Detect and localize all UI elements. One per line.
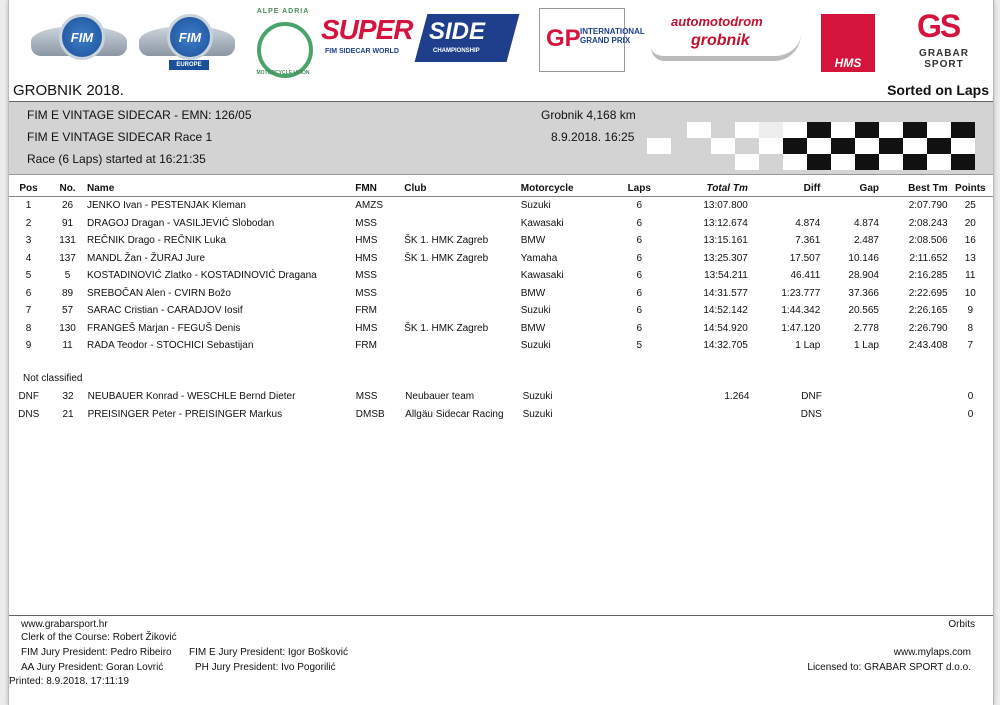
cell-laps: 6 (636, 305, 643, 317)
cell-fmn: HMS (355, 322, 378, 334)
cell-club (404, 215, 521, 233)
col-motorcycle: Motorcycle (521, 180, 609, 197)
orbits-label: Orbits (948, 619, 975, 630)
cell-name: RADA Teodor - STOCHICI Sebastijan (87, 340, 254, 352)
cell-motorcycle: Kawasaki (520, 217, 564, 229)
cell-club: ŠK 1. HMK Zagreb (404, 252, 489, 264)
cell-best-time: 2:26.165 (908, 305, 948, 317)
results-sheet (8, 0, 994, 705)
cell-best-time: 2:22.695 (908, 287, 948, 299)
cell-laps (611, 406, 671, 424)
cell-pos: 8 (25, 322, 32, 334)
cell-pos: 5 (25, 270, 32, 282)
cell-gap (822, 388, 880, 406)
cell-name: FRANGEŠ Marjan - FEGUŠ Denis (87, 322, 241, 334)
cell-gap (822, 406, 880, 424)
cell-number: 5 (64, 270, 71, 282)
cell-fmn: MSS (355, 217, 377, 229)
table-row (9, 197, 993, 215)
cell-number: 57 (61, 305, 74, 317)
col-best-time: Best Tm (879, 180, 948, 197)
not-classified-row (9, 388, 993, 406)
cell-best-time: 2:08.243 (908, 217, 948, 229)
col-no: No. (48, 180, 87, 197)
cell-club (404, 285, 521, 303)
col-name: Name (87, 180, 355, 197)
cell-total-time: 13:25.307 (703, 252, 748, 264)
cell-total-time: 13:07.800 (703, 200, 748, 212)
cell-pos: DNS (18, 408, 40, 420)
cell-name: KOSTADINOVIĆ Zlatko - KOSTADINOVIĆ Dragana (87, 270, 317, 282)
col-points: Points (948, 180, 993, 197)
cell-points: 8 (967, 322, 974, 334)
cell-laps: 6 (636, 287, 643, 299)
col-total-time: Total Tm (669, 180, 747, 197)
cell-diff: DNF (801, 391, 822, 403)
cell-laps (611, 388, 671, 406)
cell-motorcycle: Suzuki (522, 408, 553, 420)
cell-laps: 6 (636, 235, 643, 247)
cell-diff: 1 Lap (795, 340, 821, 352)
fime-jury-president: FIM E Jury President: Igor Bošković (189, 647, 348, 658)
cell-diff: 1:47.120 (781, 322, 821, 334)
sort-label: Sorted on Laps (887, 82, 989, 98)
cell-motorcycle: Suzuki (520, 305, 551, 317)
cell-club (404, 267, 521, 285)
cell-pos: 7 (25, 305, 32, 317)
cell-pos: 1 (25, 200, 32, 212)
cell-total-time: 13:15.161 (703, 235, 748, 247)
cell-gap: 37.366 (848, 287, 879, 299)
ph-jury-president: PH Jury President: Ivo Pogorilić (195, 662, 336, 673)
cell-points: 10 (964, 287, 976, 299)
cell-motorcycle: Suzuki (522, 391, 553, 403)
cell-pos: DNF (18, 391, 39, 403)
cell-total-time: 14:52.142 (703, 305, 748, 317)
cell-club: ŠK 1. HMK Zagreb (404, 235, 489, 247)
cell-club (404, 302, 521, 320)
table-row (9, 250, 993, 268)
cell-best-time: 2:26.790 (908, 322, 948, 334)
footer-divider (9, 615, 993, 616)
cell-total-time: 13:12.674 (703, 217, 748, 229)
cell-fmn: MSS (355, 270, 377, 282)
cell-gap: 20.565 (848, 305, 879, 317)
page-title: GROBNIK 2018. (13, 82, 124, 99)
cell-points: 0 (967, 408, 974, 420)
cell-motorcycle: Kawasaki (520, 270, 564, 282)
cell-number: 131 (59, 235, 76, 247)
website-link[interactable]: www.grabarsport.hr (21, 619, 108, 630)
hms-logo: HMS (821, 14, 875, 72)
cell-number: 11 (62, 340, 73, 352)
race-name: FIM E VINTAGE SIDECAR Race 1 (27, 130, 213, 144)
results-table (9, 180, 993, 355)
cell-total-time (671, 406, 749, 424)
cell-laps: 6 (636, 200, 643, 212)
cell-total-time: 1.264 (724, 391, 750, 403)
cell-club: ŠK 1. HMK Zagreb (404, 322, 489, 334)
cell-diff: 1:23.777 (781, 287, 821, 299)
superside-logo: SUPER SIDE FIM SIDECAR WORLD CHAMPIONSHIP (321, 8, 517, 68)
cell-fmn: MSS (355, 391, 378, 403)
cell-diff: DNS (800, 408, 822, 420)
grabar-sport-logo: GS GRABAR SPORT (917, 8, 969, 70)
cell-pos: 2 (25, 217, 32, 229)
cell-motorcycle: BMW (520, 322, 546, 334)
cell-number: 32 (62, 391, 74, 403)
cell-name: JENKO Ivan - PESTENJAK Kleman (87, 200, 246, 212)
cell-diff: 4.874 (795, 217, 821, 229)
cell-best-time: 2:43.408 (908, 340, 948, 352)
cell-number: 89 (61, 287, 74, 299)
not-classified-table (9, 388, 993, 423)
cell-motorcycle: Suzuki (520, 340, 551, 352)
cell-name: PREISINGER Peter - PREISINGER Markus (87, 408, 283, 420)
cell-name: NEUBAUER Konrad - WESCHLE Bernd Dieter (87, 391, 296, 403)
cell-fmn: MSS (355, 287, 377, 299)
cell-club (404, 197, 521, 215)
table-row (9, 337, 993, 355)
cell-laps: 6 (636, 322, 643, 334)
cell-fmn: FRM (355, 305, 377, 317)
cell-gap: 4.874 (853, 217, 879, 229)
cell-diff: 46.411 (790, 270, 821, 282)
cell-club: Allgäu Sidecar Racing (405, 408, 504, 420)
cell-points: 25 (964, 200, 976, 212)
fim-logo: FIM (29, 8, 129, 76)
cell-fmn: FRM (355, 340, 377, 352)
cell-points: 20 (964, 217, 976, 229)
cell-fmn: DMSB (355, 408, 385, 420)
cell-points: 13 (964, 252, 976, 264)
sponsor-logo-strip (9, 0, 993, 80)
col-diff: Diff (748, 180, 820, 197)
cell-fmn: HMS (355, 235, 378, 247)
cell-gap: 10.146 (848, 252, 879, 264)
cell-diff: 7.361 (795, 235, 821, 247)
cell-total-time: 14:54.920 (703, 322, 748, 334)
cell-name: MANDL Žan - ŽURAJ Jure (87, 252, 205, 264)
cell-number: 130 (59, 322, 76, 334)
table-row (9, 267, 993, 285)
race-info-box (9, 102, 993, 175)
cell-laps: 5 (636, 340, 643, 352)
cell-motorcycle: Yamaha (520, 252, 558, 264)
cell-gap: 1 Lap (853, 340, 879, 352)
cell-motorcycle: BMW (520, 235, 546, 247)
automotodrom-grobnik-logo: automotodrom grobnik (651, 8, 811, 70)
cell-gap: 2.778 (853, 322, 879, 334)
col-gap: Gap (820, 180, 879, 197)
cell-name: REČNIK Drago - REČNIK Luka (87, 235, 226, 247)
table-row (9, 302, 993, 320)
cell-motorcycle: BMW (520, 287, 546, 299)
printed-timestamp: Printed: 8.9.2018. 17:11:19 (9, 676, 129, 687)
cell-gap: 2.487 (853, 235, 879, 247)
cell-gap (820, 197, 879, 215)
cell-name: DRAGOJ Dragan - VASILJEVIĆ Slobodan (87, 217, 275, 229)
col-pos: Pos (9, 180, 48, 197)
cell-pos: 6 (25, 287, 32, 299)
table-row (9, 232, 993, 250)
clerk-of-course: Clerk of the Course: Robert Žiković (21, 632, 177, 643)
aa-jury-president: AA Jury President: Goran Lovrić (21, 662, 164, 673)
mylaps-link[interactable]: www.mylaps.com (893, 647, 971, 658)
cell-pos: 3 (25, 235, 32, 247)
col-fmn: FMN (355, 180, 404, 197)
cell-club: Neubauer team (405, 391, 475, 403)
event-name: FIM E VINTAGE SIDECAR - EMN: 126/05 (27, 108, 252, 122)
cell-pos: 9 (25, 340, 32, 352)
cell-total-time: 14:32.705 (703, 340, 748, 352)
cell-best-time: 2:11.652 (909, 252, 948, 264)
cell-number: 137 (59, 252, 76, 264)
fim-europe-logo: FIM EUROPE (137, 8, 237, 76)
cell-motorcycle: Suzuki (520, 200, 551, 212)
track-info: Grobnik 4,168 km (541, 108, 636, 122)
cell-points: 16 (964, 235, 976, 247)
cell-points: 7 (967, 340, 974, 352)
results-header-row (9, 180, 993, 197)
cell-total-time: 14:31.577 (703, 287, 748, 299)
table-row (9, 285, 993, 303)
cell-total-time: 13:54.211 (704, 270, 748, 282)
cell-club (404, 337, 521, 355)
cell-best-time: 2:16.285 (908, 270, 948, 282)
cell-laps: 6 (636, 252, 643, 264)
cell-laps: 6 (636, 270, 643, 282)
cell-fmn: HMS (355, 252, 378, 264)
cell-points: 9 (967, 305, 974, 317)
alpe-adria-logo: ALPE ADRIA MOTORCYCLE UNION (247, 8, 319, 80)
not-classified-row (9, 406, 993, 424)
race-datetime: 8.9.2018. 16:25 (551, 130, 635, 144)
table-row (9, 215, 993, 233)
cell-best-time: 2:08.506 (908, 235, 948, 247)
cell-name: SREBOČAN Alen - CVIRN Božo (87, 287, 231, 299)
cell-gap: 28.904 (848, 270, 879, 282)
cell-best-time (880, 406, 948, 424)
cell-points: 11 (965, 270, 976, 282)
cell-name: SARAC Cristian - CARADJOV Iosif (87, 305, 243, 317)
not-classified-label: Not classified (23, 373, 83, 384)
race-start: Race (6 Laps) started at 16:21:35 (27, 152, 206, 166)
cell-laps: 6 (636, 217, 643, 229)
col-laps: Laps (609, 180, 669, 197)
cell-best-time (880, 388, 948, 406)
table-row (9, 320, 993, 338)
grand-prix-logo: GP INTERNATIONAL GRAND PRIX (539, 8, 625, 72)
cell-best-time: 2:07.790 (908, 200, 948, 212)
col-club: Club (404, 180, 521, 197)
cell-number: 21 (62, 408, 74, 420)
cell-number: 91 (61, 217, 74, 229)
cell-diff: 1:44.342 (781, 305, 821, 317)
license-info: Licensed to: GRABAR SPORT d.o.o. (807, 662, 971, 673)
cell-diff: 17.507 (789, 252, 821, 264)
cell-number: 26 (61, 200, 74, 212)
cell-pos: 4 (25, 252, 32, 264)
fim-jury-president: FIM Jury President: Pedro Ribeiro (21, 647, 172, 658)
cell-fmn: AMZS (355, 200, 384, 212)
cell-diff (748, 197, 820, 215)
cell-points: 0 (967, 391, 974, 403)
